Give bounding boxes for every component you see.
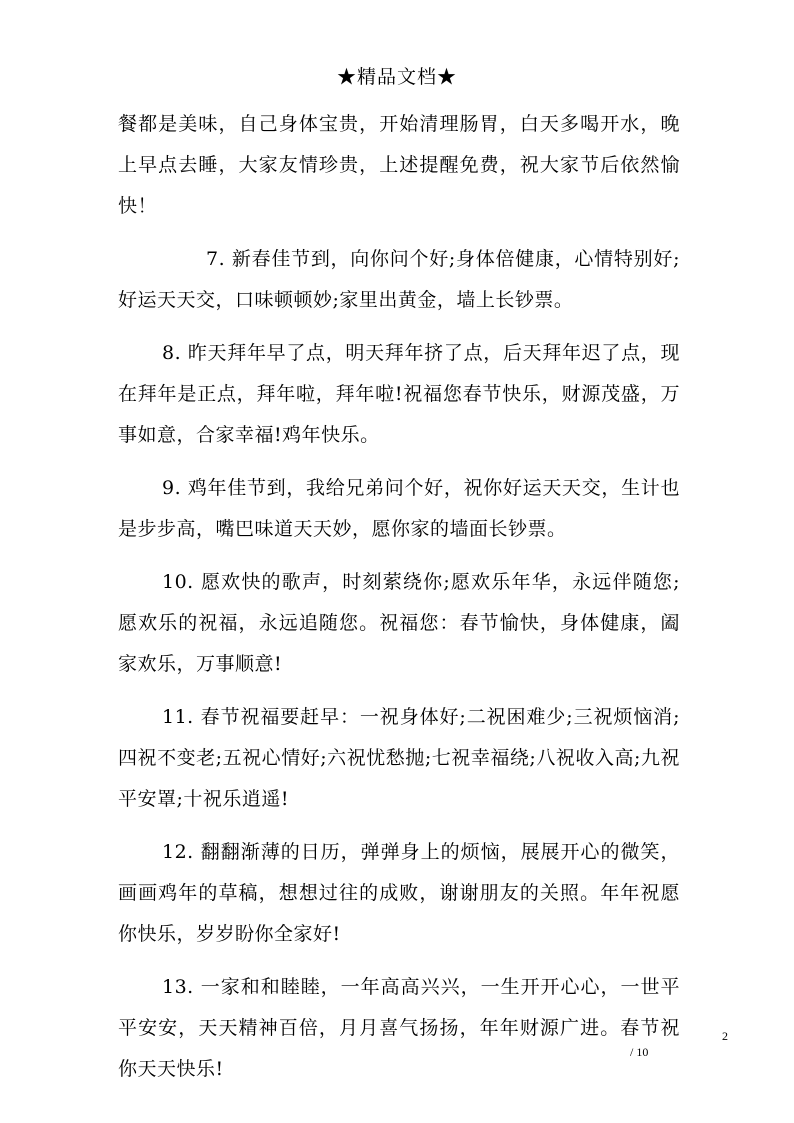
document-body	[118, 104, 680, 1102]
paragraph-item-8: 8. 昨天拜年早了点，明天拜年挤了点，后天拜年迟了点，现在拜年是正点，拜年啦，拜年啦!祝福您春节快乐，财源茂盛，万事如意，合家幸福!鸡年快乐。	[118, 342, 680, 446]
paragraph-item-9: 9. 鸡年佳节到，我给兄弟问个好，祝你好运天天交，生计也是步步高，嘴巴味道天天妙，愿你家的墙面长钞票。	[118, 477, 680, 540]
paragraph-item-12: 12. 翻翻渐薄的日历，弹弹身上的烦恼，展展开心的微笑，画画鸡年的草稿，想想过往的成败，谢谢朋友的关照。年年祝愿你快乐，岁岁盼你全家好!	[118, 841, 680, 945]
page-total: / 10	[630, 1045, 649, 1059]
paragraph-item-13: 13. 一家和和睦睦，一年高高兴兴，一生开开心心，一世平平安安，天天精神百倍，月月喜气扬扬，年年财源广进。春节祝你天天快乐!	[118, 976, 680, 1080]
document-header-title: ★精品文档★	[336, 66, 457, 88]
paragraph-continuation: 餐都是美味，自己身体宝贵，开始清理肠胃，白天多喝开水，晚上早点去睡，大家友情珍贵，上述提醒免费，祝大家节后依然愉快！	[118, 113, 680, 217]
page-number: 2	[722, 1029, 728, 1043]
paragraph-item-10: 10. 愿欢快的歌声，时刻萦绕你;愿欢乐年华，永远伴随您;愿欢乐的祝福，永远追随您。祝福您：春节愉快，身体健康，阖家欢乐，万事顺意!	[118, 571, 680, 675]
paragraph-item-7: 7. 新春佳节到，向你问个好;身体倍健康，心情特别好;好运天天交，口味顿顿妙;家里出黄金，墙上长钞票。	[118, 248, 680, 311]
paragraph-item-11: 11. 春节祝福要赶早：一祝身体好;二祝困难少;三祝烦恼消;四祝不变老;五祝心情好;六祝忧愁抛;七祝幸福绕;八祝收入高;九祝平安罩;十祝乐逍遥!	[118, 706, 680, 810]
